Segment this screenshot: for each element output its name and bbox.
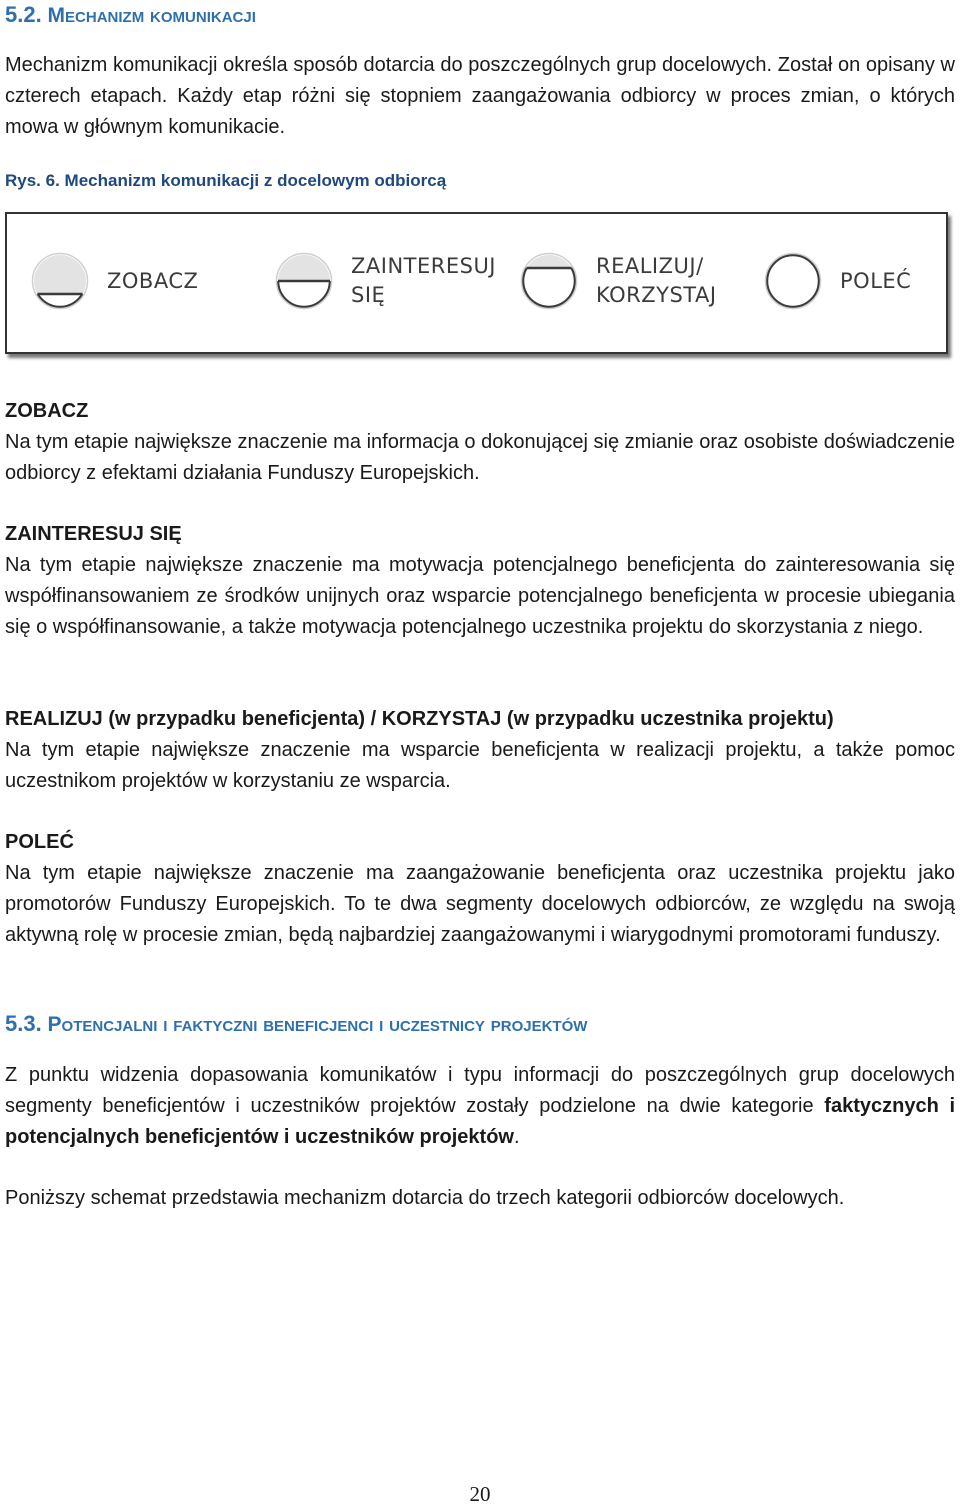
stage-zainteresuj [275,246,496,316]
paragraph-text-end: . [513,1126,520,1148]
stage-label: REALIZUJ/ KORZYSTAJ [596,254,717,307]
section-number: 5.3. [5,1011,42,1036]
stage-realizuj [520,246,717,316]
circle-fill-icon [31,252,89,310]
stage-text: Na tym etapie największe znaczenie ma informacja o dokonującej się zmianie oraz osobiste doświadczenie odbiorcy z efektami działania Funduszy Europejskich. [5,431,955,484]
stage-text: Na tym etapie największe znaczenie ma motywacja potencjalnego beneficjenta do zainteresowania się współfinansowaniem ze środków unijnych oraz wsparcie potencjalnego beneficjenta w procesie ubiegania się o współfinansowanie, a także motywacja potencjalnego uczestnika projektu do skorzystania z niego. [5,554,955,638]
paragraph-categories [5,1060,955,1153]
paragraph-scheme: Poniższy schemat przedstawia mechanizm dotarcia do trzech kategorii odbiorców docelowych. [5,1187,845,1209]
intro-paragraph: Mechanizm komunikacji określa sposób dotarcia do poszczególnych grup docelowych. Został on opisany w czterech etapach. Każdy etap różni się stopniem zaangażowania odbiorcy w proces zmian, o których mowa w głównym komunikacie. [5,54,955,138]
stage-section-polec [5,827,955,951]
section-title: Mechanizm komunikacji [47,4,256,27]
stage-title: ZOBACZ [5,400,89,422]
stage-title: REALIZUJ (w przypadku beneficjenta) / KORZYSTAJ (w przypadku uczestnika projektu) [5,708,834,730]
stage-polec [764,246,911,316]
icon-fill [523,255,575,268]
circle-fill-icon [520,252,578,310]
icon-fill [278,255,330,281]
section-heading-5-3 [5,1011,587,1037]
stage-zobacz [31,246,198,316]
communication-stages-diagram [5,212,948,354]
stage-text: Na tym etapie największe znaczenie ma zaangażowanie beneficjenta oraz uczestnika projektu jako promotorów Funduszy Europejskich. To te dwa segmenty docelowych odbiorców, ze względu na swoją aktywną rolę w procesie zmian, będą najbardziej zaangażowanymi i wiarygodnymi promotorami funduszy. [5,862,955,946]
section-title: Potencjalni i faktyczni beneficjenci i uczestnicy projektów [47,1013,588,1036]
stage-section-realizuj [5,704,955,797]
section-heading-5-2 [5,2,256,28]
stage-section-zainteresuj [5,519,955,643]
page-number: 20 [469,1482,491,1506]
paragraph-bold-text: faktycznych i potencjalnych beneficjentów i uczestników projektów [5,1095,956,1148]
circle-fill-icon [275,252,333,310]
section-number: 5.2. [5,2,42,27]
stage-title: ZAINTERESUJ SIĘ [5,523,182,545]
stage-text: Na tym etapie największe znaczenie ma wsparcie beneficjenta w realizacji projektu, a także pomoc uczestnikom projektów w korzystaniu ze wsparcia. [5,739,955,792]
stage-title: POLEĆ [5,831,74,853]
stage-section-zobacz [5,396,955,489]
paragraph-text: Z punktu widzenia dopasowania komunikatów i typu informacji do poszczególnych grup docelowych segmenty beneficjentów i uczestników projektów zostały podzielone na dwie kategorie [5,1064,955,1117]
stage-label: ZAINTERESUJ SIĘ [351,254,497,307]
circle-fill-icon [764,252,822,310]
stage-label: POLEĆ [840,268,912,293]
figure-caption: Rys. 6. Mechanizm komunikacji z docelowym odbiorcą [5,171,447,190]
stage-label: ZOBACZ [107,268,199,293]
